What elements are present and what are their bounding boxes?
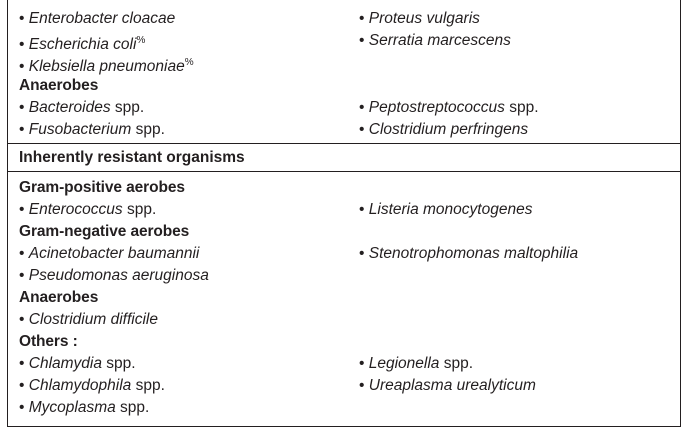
table-row <box>8 30 680 52</box>
organism-name: Clostridium perfringens <box>368 121 529 138</box>
organism-entry: • Serratia marcescens <box>359 32 511 49</box>
organism-name: Peptostreptococcus <box>368 99 505 116</box>
organism-name: Mycoplasma <box>28 399 116 416</box>
organism-entry: • Legionella spp. <box>359 355 474 372</box>
table-row <box>8 243 680 265</box>
table-row <box>8 331 680 353</box>
organism-entry: • Chlamydophila spp. <box>19 377 165 394</box>
organism-suffix: spp. <box>504 99 539 116</box>
organism-suffix: spp. <box>439 355 474 372</box>
table-row <box>8 309 680 331</box>
organism-entry: • Acinetobacter baumannii <box>19 245 200 262</box>
section-title: Inherently resistant organisms <box>19 149 245 166</box>
organism-name: Chlamydia <box>28 355 102 372</box>
organism-name: Pseudomonas aeruginosa <box>28 267 209 284</box>
organism-name: Fusobacterium <box>28 121 132 138</box>
footnote-mark: % <box>136 35 146 46</box>
organism-name: Listeria monocytogenes <box>368 201 533 218</box>
table-row <box>8 199 680 221</box>
organism-entry: • Clostridium perfringens <box>359 121 529 138</box>
section-header <box>8 143 680 172</box>
organism-entry: • Pseudomonas aeruginosa <box>19 267 209 284</box>
organism-suffix: spp. <box>115 399 150 416</box>
table-row <box>8 177 680 199</box>
organism-entry: • Stenotrophomonas maltophilia <box>359 245 579 262</box>
organism-name: Bacteroides <box>28 99 111 116</box>
organism-entry: • Enterococcus spp. <box>19 201 157 218</box>
organism-entry: • Chlamydia spp. <box>19 355 136 372</box>
table-row <box>8 397 680 419</box>
organism-suffix: spp. <box>131 121 165 138</box>
organism-name: Enterobacter cloacae <box>28 10 176 27</box>
gram-positive-heading: Gram-positive aerobes <box>19 179 185 196</box>
organism-name: Ureaplasma urealyticum <box>368 377 536 394</box>
organism-entry: • Enterobacter cloacae <box>19 10 176 27</box>
organism-entry: • Fusobacterium spp. <box>19 121 165 138</box>
table-row <box>8 97 680 119</box>
organism-suffix: spp. <box>131 377 165 394</box>
organism-name: Acinetobacter baumannii <box>28 245 200 262</box>
table-row <box>8 375 680 397</box>
organism-name: Enterococcus <box>28 201 123 218</box>
organism-name: Serratia marcescens <box>368 32 511 49</box>
organism-entry: • Bacteroides spp. <box>19 99 145 116</box>
organism-name: Escherichia coli <box>28 36 137 53</box>
gram-negative-heading: Gram-negative aerobes <box>19 223 190 240</box>
resistant-organisms-section <box>8 172 680 427</box>
anaerobes-heading: Anaerobes <box>19 289 99 306</box>
organism-entry: • Ureaplasma urealyticum <box>359 377 536 394</box>
table-row <box>8 52 680 74</box>
others-heading: Others : <box>19 333 78 350</box>
organism-entry: • Mycoplasma spp. <box>19 399 150 416</box>
table-row <box>8 119 680 141</box>
table-row <box>8 75 680 97</box>
organism-name: Clostridium difficile <box>28 311 158 328</box>
organism-name: Legionella <box>368 355 440 372</box>
organism-entry: • Klebsiella pneumoniae% <box>19 57 194 75</box>
table-row <box>8 353 680 375</box>
organism-entry: • Clostridium difficile <box>19 311 158 328</box>
organism-name: Proteus vulgaris <box>368 10 480 27</box>
table-row <box>8 265 680 287</box>
footnote-mark: % <box>184 57 194 68</box>
organism-name: Klebsiella pneumoniae <box>28 58 185 75</box>
organism-name: Chlamydophila <box>28 377 132 394</box>
organism-entry: • Proteus vulgaris <box>359 10 480 27</box>
organism-table <box>7 0 681 427</box>
organism-entry: • Peptostreptococcus spp. <box>359 99 539 116</box>
organism-name: Stenotrophomonas maltophilia <box>368 245 579 262</box>
organism-suffix: spp. <box>101 355 136 372</box>
table-row <box>8 221 680 243</box>
organism-entry: • Escherichia coli% <box>19 35 146 53</box>
susceptible-organisms-section <box>8 0 680 143</box>
anaerobes-heading: Anaerobes <box>19 77 99 94</box>
table-row <box>8 8 680 30</box>
organism-suffix: spp. <box>122 201 157 218</box>
organism-entry: • Listeria monocytogenes <box>359 201 533 218</box>
table-row <box>8 287 680 309</box>
organism-suffix: spp. <box>110 99 145 116</box>
